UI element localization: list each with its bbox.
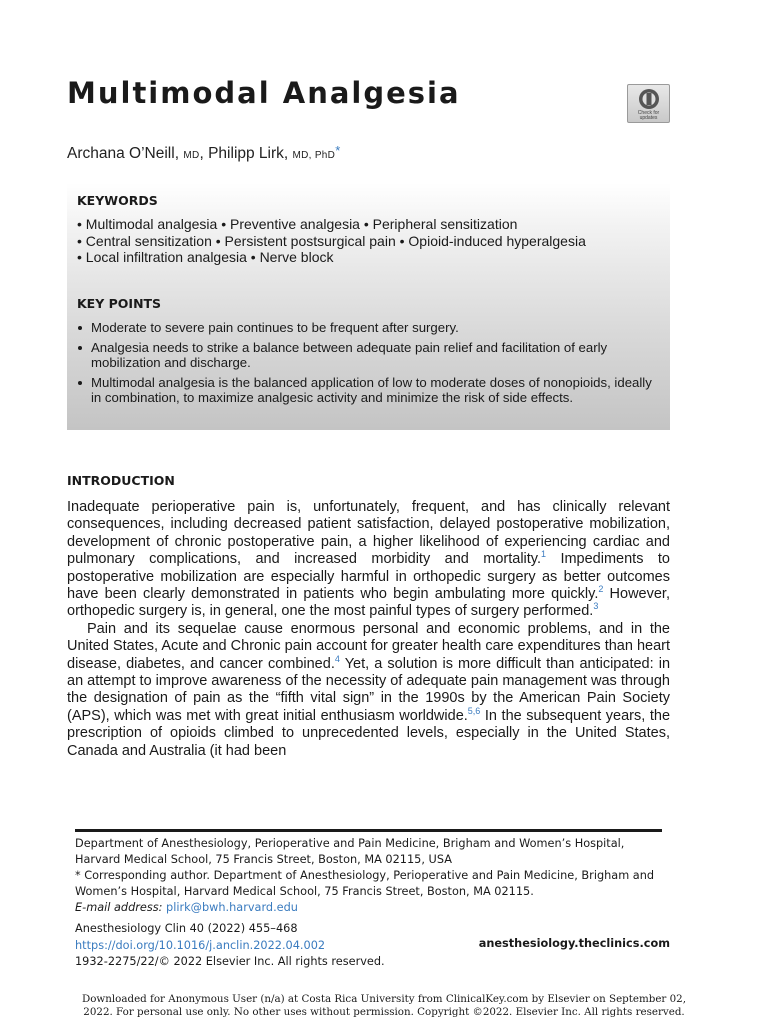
author-degree: MD, PhD bbox=[292, 150, 336, 161]
text-run: Pain and its sequelae cause enormous personal and economic problems, and in the United States, Acute and Chronic pain account for greater health care expenditures than heart disease, diabetes, and cancer combined. bbox=[67, 620, 670, 672]
text-run: However, orthopedic surgery is, in general, one the most painful types of surgery performed. bbox=[67, 586, 670, 620]
affiliation: Department of Anesthesiology, Perioperative and Pain Medicine, Brigham and Women’s Hospital, Harvard Medical School, 75 Francis Street, Boston, MA 02115, USA bbox=[75, 837, 625, 866]
keyword-line: • Local infiltration analgesia • Nerve block bbox=[77, 249, 334, 265]
email-line bbox=[75, 900, 665, 916]
reference-link[interactable]: 2 bbox=[598, 584, 604, 595]
author-name: Archana O’Neill bbox=[67, 145, 175, 162]
introduction-body bbox=[67, 499, 670, 760]
text-run: Yet, a solution is more difficult than anticipated: in an attempt to improve awareness of the necessity of adequate pain management was through the designation of pain as the “fifth vital sign” in the 1990s by the American Pain Society (APS), which was met with great initial enthusiasm worldwide. bbox=[67, 655, 671, 724]
article-title: Multimodal Analgesia bbox=[67, 76, 461, 110]
text-run: In the subsequent years, the prescription of opioids climbed to unprecedented levels, especially in the United States, Canada and Australia (it had been bbox=[67, 707, 671, 759]
key-points-heading: KEY POINTS bbox=[77, 296, 162, 311]
download-line: Downloaded for Anonymous User (n/a) at Costa Rica University from ClinicalKey.com by Elsevier on September 02, bbox=[81, 993, 687, 1005]
reference-link[interactable]: 1 bbox=[541, 549, 547, 560]
key-point-item: Analgesia needs to strike a balance between adequate pain relief and facilitation of early mobilization and discharge. bbox=[77, 340, 663, 371]
author-degree: MD bbox=[183, 150, 200, 161]
email-link[interactable]: plirk@bwh.harvard.edu bbox=[166, 901, 298, 914]
key-point-item: Multimodal analgesia is the balanced application of low to moderate doses of nonopioids, ideally in combination, to maximize analgesic activity and minimize the risk of side effects. bbox=[77, 375, 663, 406]
download-notice bbox=[60, 993, 708, 1019]
keyword-line: • Multimodal analgesia • Preventive analgesia • Peripheral sensitization bbox=[77, 216, 518, 232]
key-points-list bbox=[77, 320, 663, 410]
citation: Anesthesiology Clin 40 (2022) 455–468 bbox=[75, 922, 298, 935]
author-name: Philipp Lirk bbox=[208, 145, 284, 162]
footnote-divider bbox=[75, 829, 662, 832]
reference-link[interactable]: 3 bbox=[593, 601, 599, 612]
journal-website[interactable]: anesthesiology.theclinics.com bbox=[478, 937, 670, 950]
reference-link[interactable]: 5,6 bbox=[467, 706, 481, 717]
corresponding-mark[interactable]: * bbox=[335, 143, 341, 158]
paragraph bbox=[67, 621, 670, 760]
text-run: Impediments to postoperative mobilization are especially harmful in orthopedic surgery as better outcomes have been clearly demonstrated in patients who begin ambulating more quickly. bbox=[67, 551, 670, 603]
email-label: E-mail address: bbox=[75, 901, 163, 914]
reference-link[interactable]: 4 bbox=[334, 653, 340, 664]
crossmark-icon bbox=[638, 88, 660, 110]
paragraph bbox=[67, 499, 670, 621]
introduction-heading: INTRODUCTION bbox=[67, 473, 175, 488]
copyright: 1932-2275/22/© 2022 Elsevier Inc. All rights reserved. bbox=[75, 955, 385, 968]
badge-label: Check for updates bbox=[637, 110, 660, 121]
author-line: Archana O’Neill, MD, Philipp Lirk, MD, PhD* bbox=[67, 143, 341, 162]
text-run: Inadequate perioperative pain is, unfortunately, frequent, and has clinically relevant consequences, including decreased patient satisfaction, delayed postoperative mobilization, development of chronic postoperative pain, a higher likelihood of experiencing cardiac and pulmonary complications, and increased morbidity and mortality. bbox=[67, 499, 670, 568]
keywords-heading: KEYWORDS bbox=[77, 193, 158, 208]
affiliations bbox=[75, 836, 665, 916]
download-line: 2022. For personal use only. No other uses without permission. Copyright ©2022. Elsevier Inc. All rights reserved. bbox=[83, 1006, 685, 1018]
keyword-line: • Central sensitization • Persistent postsurgical pain • Opioid-induced hyperalgesia bbox=[77, 233, 586, 249]
keywords-keypoints-box bbox=[67, 183, 670, 430]
check-for-updates-badge[interactable] bbox=[627, 84, 670, 123]
doi-link[interactable]: https://doi.org/10.1016/j.anclin.2022.04.002 bbox=[75, 938, 326, 952]
corresponding-author: * Corresponding author. Department of Anesthesiology, Perioperative and Pain Medicine, Brigham and Women’s Hospital, Harvard Medical School, 75 Francis Street, Boston, MA 02115. bbox=[75, 869, 655, 898]
key-point-item: Moderate to severe pain continues to be frequent after surgery. bbox=[77, 320, 663, 336]
